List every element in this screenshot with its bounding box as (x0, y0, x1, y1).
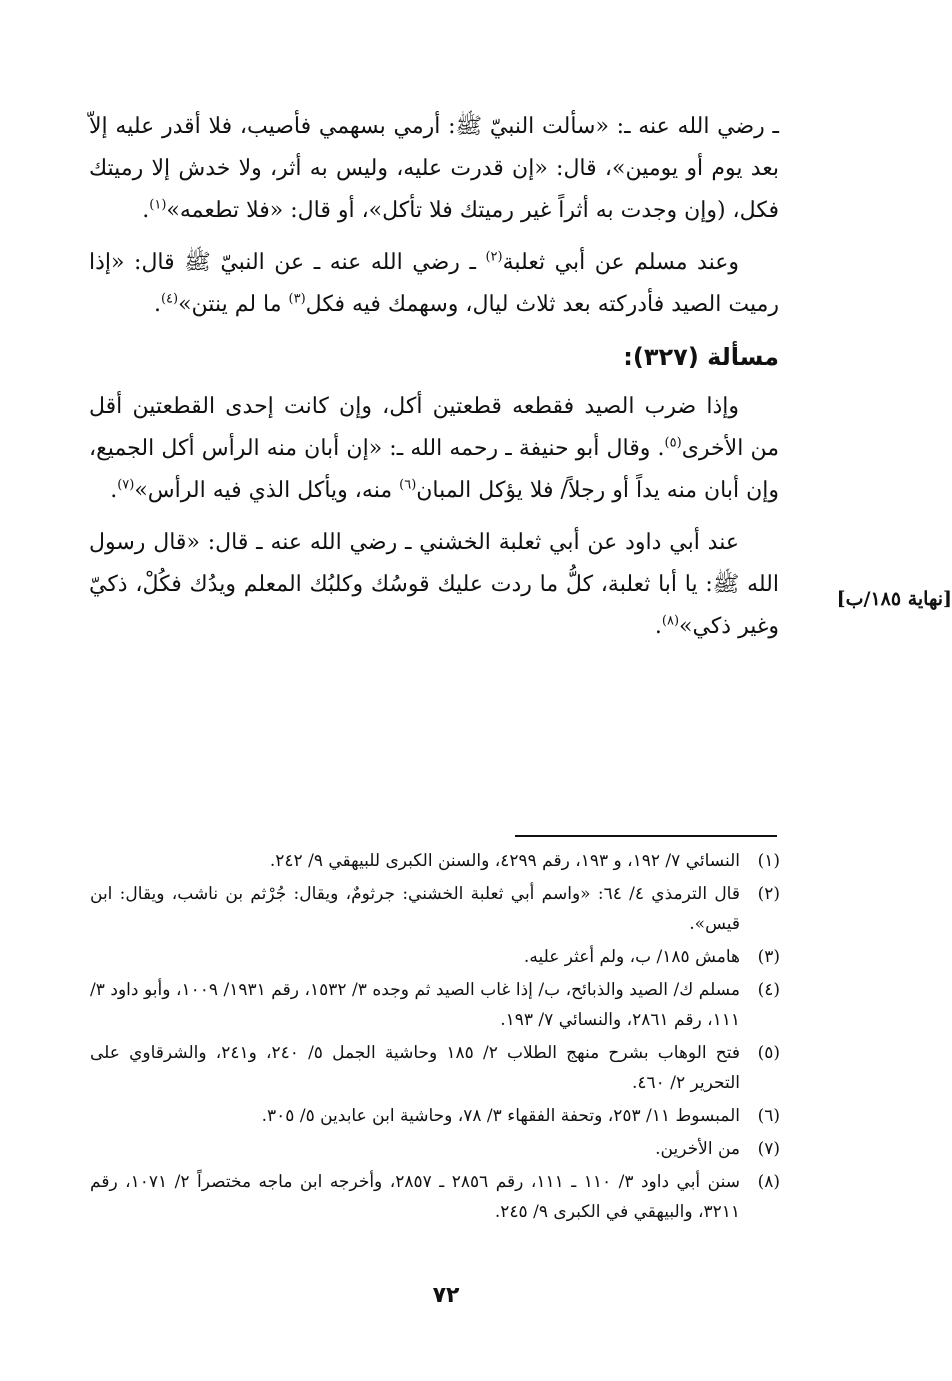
footnote (90, 846, 780, 876)
footnote-text: قال الترمذي ٤/ ٦٤: «واسم أبي ثعلبة الخشني: جرثومٌ، ويقال: جُرْثم بن ناشب، ويقال: ابن قيس». (90, 884, 740, 934)
footnote-ref: (٧) (117, 477, 135, 493)
paragraph-text: ـ رضي الله عنه ـ عن النبيّ ﷺ قال: «إذا رميت الصيد فأدركته بعد ثلاث ليال، وسهمك فيه فكل (89, 250, 779, 317)
paragraph-4 (89, 522, 779, 648)
footnote-number: (٦) (757, 1106, 780, 1126)
footnote-ref: (٦) (399, 477, 417, 493)
footnote-number: (٥) (757, 1043, 780, 1063)
footnote-number: (٢) (757, 884, 780, 904)
footnote-ref: (٨) (661, 613, 680, 629)
footnote-number: (٨) (757, 1172, 780, 1192)
footnote (90, 1038, 780, 1098)
footnote (90, 1101, 780, 1131)
footnote-text: من الأخرين. (655, 1139, 740, 1159)
footnote (90, 942, 780, 972)
footnote (90, 1167, 780, 1227)
footnote (90, 975, 780, 1035)
footnote-ref: (٢) (485, 249, 503, 265)
footnote-text: المبسوط ١١/ ٢٥٣، وتحفة الفقهاء ٣/ ٧٨، وحاشية ابن عابدين ٥/ ٣٠٥. (261, 1106, 740, 1126)
footnotes (90, 846, 780, 1230)
footnote-text: سنن أبي داود ٣/ ١١٠ ـ ١١١، رقم ٢٨٥٦ ـ ٢٨٥٧، وأخرجه ابن ماجه مختصراً ٢/ ١٠٧١، رقم ٣٢١١، والبيهقي في الكبرى ٩/ ٢٤٥. (90, 1172, 740, 1222)
paragraph-tail: . (142, 198, 150, 223)
paragraph-text: عند أبي داود عن أبي ثعلبة الخشني ـ رضي الله عنه ـ قال: «قال رسول الله ﷺ: يا أبا ثعلبة، كلُّ ما ردت عليك قوسُك وكلبُك المعلم ويدُك فكُلْ، ذكيّ وغير ذكي» (89, 530, 779, 639)
footnote-text: هامش ١٨٥/ ب، ولم أعثر عليه. (523, 947, 740, 967)
footnote-text: مسلم ك/ الصيد والذبائح، ب/ إذا غاب الصيد ثم وجده ٣/ ١٥٣٢، رقم ١٩٣١/ ١٠٠٩، وأبو داود ٣/ ١١١، رقم ٢٨٦١، والنسائي ٧/ ١٩٣. (90, 980, 740, 1030)
paragraph-text: وعند مسلم عن أبي ثعلبة (502, 250, 739, 275)
footnote-text: فتح الوهاب بشرح منهج الطلاب ٢/ ١٨٥ وحاشية الجمل ٥/ ٢٤٠، و٢٤١، والشرقاوي على التحرير ٢/ ٤٦٠. (90, 1043, 740, 1093)
footnote (90, 1134, 780, 1164)
paragraph-3 (89, 386, 779, 512)
paragraph-tail: . (654, 614, 662, 639)
footnote-text: النسائي ٧/ ١٩٢، و ١٩٣، رقم ٤٢٩٩، والسنن الكبرى للبيهقي ٩/ ٢٤٢. (269, 851, 740, 871)
footnote-ref: (٣) (288, 291, 306, 307)
paragraph-tail: . (153, 292, 161, 317)
footnote-ref: (٥) (664, 435, 682, 451)
footnote-number: (٣) (757, 947, 780, 967)
footnote-ref: (٤) (160, 291, 179, 307)
section-heading: مسألة (٣٢٧): (623, 343, 779, 371)
paragraph-text: منه، ويأكل الذي فيه الرأس» (134, 478, 400, 503)
paragraph-text: ما لم ينتن» (178, 292, 289, 317)
main-text (89, 106, 779, 648)
footnote-ref: (١) (149, 197, 167, 213)
footnote-number: (١) (757, 851, 780, 871)
footnote-number: (٧) (757, 1139, 780, 1159)
footnote (90, 879, 780, 939)
paragraph-tail: . (110, 478, 118, 503)
paragraph-2 (89, 242, 779, 326)
page-number: ٧٢ (432, 1283, 460, 1308)
paragraph-text: . وقال أبو حنيفة ـ رحمه الله ـ: «إن أبان منه الرأس أكل الجميع، وإن أبان منه يداً أو رجلاً/ فلا يؤكل المبان (89, 436, 779, 503)
paragraph-1 (89, 106, 779, 232)
margin-note: [نهاية ١٨٥/ب] (836, 588, 952, 610)
paragraph-text: ـ رضي الله عنه ـ: «سألت النبيّ ﷺ: أرمي بسهمي فأصيب، فلا أقدر عليه إلاّ بعد يوم أو يومين»، قال: «إن قدرت عليه، وليس به أثر، ولا خدش إلا رميتك فكل، (وإن وجدت به أثراً غير رميتك فلا تأكل»، أو قال: «فلا تطعمه» (89, 114, 779, 223)
paragraph-text: وإذا ضرب الصيد فقطعه قطعتين أكل، وإن كانت إحدى القطعتين أقل من الأخرى (89, 394, 779, 461)
footnote-separator (515, 835, 777, 837)
footnote-number: (٤) (757, 980, 780, 1000)
